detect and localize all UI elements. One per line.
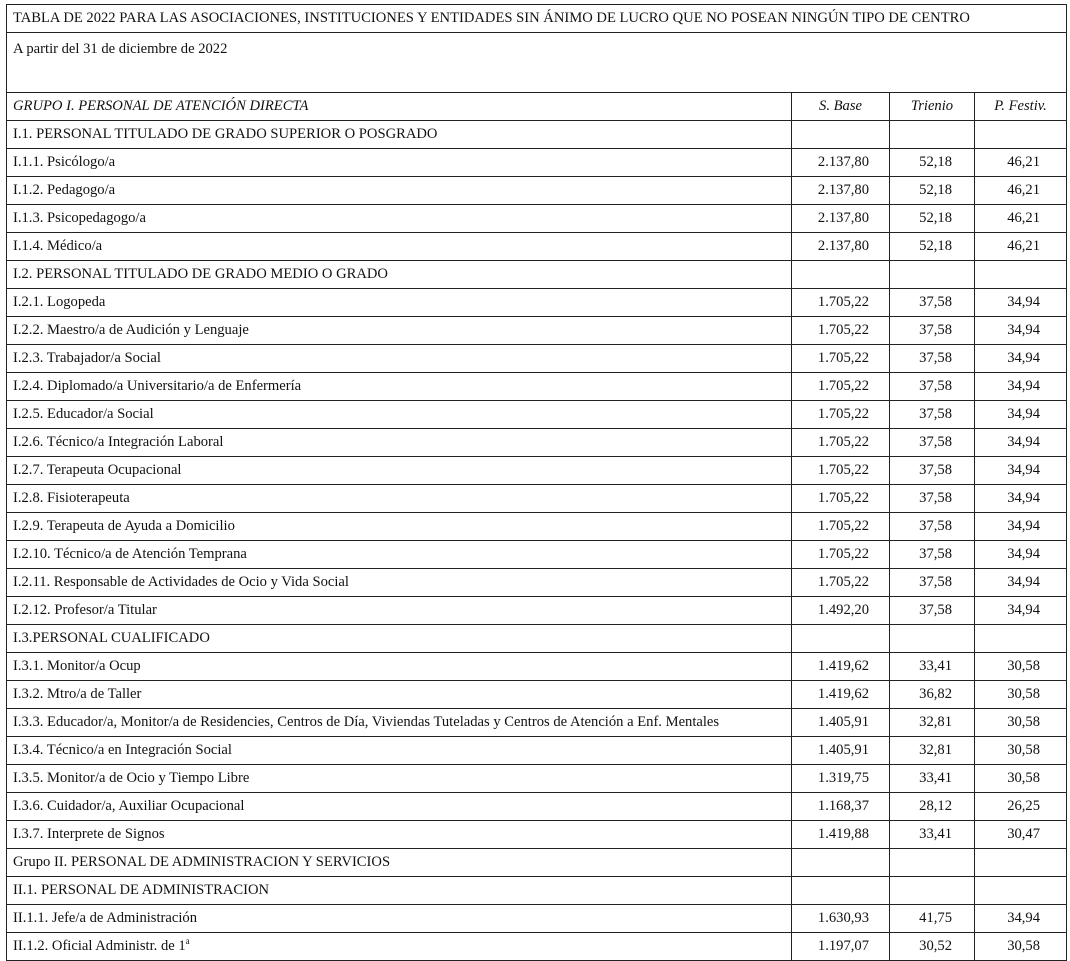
row-label-text: I.2.1. Logopeda — [13, 294, 106, 310]
cell-trienio: 37,58 — [890, 317, 975, 345]
row-label-text: I.2.9. Terapeuta de Ayuda a Domicilio — [13, 518, 235, 534]
row-label-text: I.3.6. Cuidador/a, Auxiliar Ocupacional — [13, 798, 245, 814]
cell-trienio: 37,58 — [890, 569, 975, 597]
cell-trienio: 37,58 — [890, 541, 975, 569]
cell-trienio — [890, 625, 975, 653]
row-label-text: I.2.12. Profesor/a Titular — [13, 602, 157, 618]
row-label — [7, 429, 792, 457]
cell-base-salary — [792, 261, 890, 289]
table-row — [7, 905, 1067, 933]
row-label — [7, 681, 792, 709]
cell-festive-pay: 34,94 — [975, 401, 1067, 429]
cell-base-salary: 2.137,80 — [792, 233, 890, 261]
row-label — [7, 457, 792, 485]
table-row — [7, 821, 1067, 849]
cell-festive-pay: 34,94 — [975, 569, 1067, 597]
table-row — [7, 793, 1067, 821]
cell-trienio: 37,58 — [890, 373, 975, 401]
row-label — [7, 513, 792, 541]
table-row — [7, 457, 1067, 485]
cell-trienio: 52,18 — [890, 205, 975, 233]
cell-festive-pay: 34,94 — [975, 513, 1067, 541]
row-label — [7, 737, 792, 765]
date-note-row — [7, 33, 1067, 93]
cell-base-salary: 1.168,37 — [792, 793, 890, 821]
cell-trienio: 36,82 — [890, 681, 975, 709]
header-group: GRUPO I. PERSONAL DE ATENCIÓN DIRECTA — [7, 93, 792, 121]
row-label — [7, 373, 792, 401]
table-row — [7, 401, 1067, 429]
cell-base-salary: 1.405,91 — [792, 709, 890, 737]
table-row — [7, 513, 1067, 541]
cell-festive-pay: 46,21 — [975, 177, 1067, 205]
cell-trienio: 32,81 — [890, 709, 975, 737]
row-label — [7, 233, 792, 261]
row-label-text: I.2.10. Técnico/a de Atención Temprana — [13, 546, 247, 562]
cell-base-salary: 1.319,75 — [792, 765, 890, 793]
row-label-text: Grupo II. PERSONAL DE ADMINISTRACION Y SERVICIOS — [13, 854, 391, 870]
cell-trienio: 30,52 — [890, 933, 975, 961]
cell-festive-pay: 46,21 — [975, 233, 1067, 261]
cell-base-salary: 1.419,88 — [792, 821, 890, 849]
cell-trienio — [890, 261, 975, 289]
row-label — [7, 849, 792, 877]
row-label — [7, 541, 792, 569]
row-label-text: I.1.1. Psicólogo/a — [13, 154, 116, 170]
row-label — [7, 261, 792, 289]
cell-festive-pay — [975, 849, 1067, 877]
cell-festive-pay: 34,94 — [975, 429, 1067, 457]
cell-festive-pay: 34,94 — [975, 289, 1067, 317]
cell-base-salary — [792, 849, 890, 877]
row-label — [7, 821, 792, 849]
cell-base-salary: 1.197,07 — [792, 933, 890, 961]
cell-base-salary: 1.405,91 — [792, 737, 890, 765]
row-label-text: I.2.11. Responsable de Actividades de Ocio y Vida Social — [13, 574, 349, 590]
table-row — [7, 653, 1067, 681]
table-row — [7, 429, 1067, 457]
cell-base-salary: 1.705,22 — [792, 289, 890, 317]
cell-base-salary: 2.137,80 — [792, 205, 890, 233]
row-label-text: I.3.PERSONAL CUALIFICADO — [13, 630, 210, 646]
cell-base-salary: 1.419,62 — [792, 681, 890, 709]
cell-trienio: 37,58 — [890, 457, 975, 485]
row-label-text: I.2.5. Educador/a Social — [13, 406, 154, 422]
row-label-text: I.3.4. Técnico/a en Integración Social — [13, 742, 232, 758]
cell-trienio — [890, 121, 975, 149]
cell-trienio: 41,75 — [890, 905, 975, 933]
cell-base-salary: 2.137,80 — [792, 149, 890, 177]
cell-trienio: 37,58 — [890, 401, 975, 429]
table-title: TABLA DE 2022 PARA LAS ASOCIACIONES, INSTITUCIONES Y ENTIDADES SIN ÁNIMO DE LUCRO QUE NO POSEAN NINGÚN TIPO DE CENTRO — [7, 5, 1067, 33]
table-row — [7, 849, 1067, 877]
cell-festive-pay: 30,58 — [975, 709, 1067, 737]
cell-base-salary: 1.492,20 — [792, 597, 890, 625]
cell-base-salary: 1.705,22 — [792, 429, 890, 457]
row-label — [7, 345, 792, 373]
row-label-text: II.1. PERSONAL DE ADMINISTRACION — [13, 882, 270, 898]
cell-festive-pay — [975, 121, 1067, 149]
cell-festive-pay: 30,58 — [975, 681, 1067, 709]
cell-trienio: 37,58 — [890, 289, 975, 317]
table-row — [7, 233, 1067, 261]
cell-base-salary: 1.419,62 — [792, 653, 890, 681]
row-label — [7, 317, 792, 345]
row-label-text: I.3.7. Interprete de Signos — [13, 826, 165, 842]
row-label-text: I.3.1. Monitor/a Ocup — [13, 658, 141, 674]
cell-festive-pay: 34,94 — [975, 597, 1067, 625]
cell-base-salary: 2.137,80 — [792, 177, 890, 205]
row-label-text: II.1.1. Jefe/a de Administración — [13, 910, 197, 926]
cell-trienio: 37,58 — [890, 345, 975, 373]
row-label-superscript: a — [185, 936, 190, 946]
row-label-text: II.1.2. Oficial Administr. de 1 — [13, 938, 186, 954]
row-label — [7, 485, 792, 513]
table-row — [7, 373, 1067, 401]
cell-base-salary — [792, 625, 890, 653]
cell-trienio: 33,41 — [890, 821, 975, 849]
cell-festive-pay — [975, 877, 1067, 905]
table-row — [7, 121, 1067, 149]
row-label-text: I.1.4. Médico/a — [13, 238, 103, 254]
cell-base-salary: 1.705,22 — [792, 513, 890, 541]
header-trienio: Trienio — [890, 93, 975, 121]
table-row — [7, 149, 1067, 177]
row-label — [7, 933, 792, 961]
header-base-salary: S. Base — [792, 93, 890, 121]
cell-trienio: 52,18 — [890, 177, 975, 205]
row-label — [7, 905, 792, 933]
table-row — [7, 877, 1067, 905]
row-label-text: I.3.5. Monitor/a de Ocio y Tiempo Libre — [13, 770, 250, 786]
cell-festive-pay: 34,94 — [975, 485, 1067, 513]
row-label — [7, 149, 792, 177]
row-label — [7, 401, 792, 429]
cell-base-salary: 1.705,22 — [792, 345, 890, 373]
cell-festive-pay: 34,94 — [975, 345, 1067, 373]
cell-festive-pay: 34,94 — [975, 317, 1067, 345]
cell-festive-pay: 34,94 — [975, 905, 1067, 933]
table-row — [7, 737, 1067, 765]
table-row — [7, 317, 1067, 345]
table-title-row — [7, 5, 1067, 33]
cell-trienio: 37,58 — [890, 597, 975, 625]
cell-trienio: 37,58 — [890, 429, 975, 457]
row-label — [7, 289, 792, 317]
cell-festive-pay: 34,94 — [975, 373, 1067, 401]
row-label-text: I.1. PERSONAL TITULADO DE GRADO SUPERIOR O POSGRADO — [13, 126, 438, 142]
cell-festive-pay: 34,94 — [975, 457, 1067, 485]
row-label-text: I.2.2. Maestro/a de Audición y Lenguaje — [13, 322, 249, 338]
table-row — [7, 261, 1067, 289]
table-row — [7, 569, 1067, 597]
cell-base-salary: 1.705,22 — [792, 457, 890, 485]
row-label — [7, 597, 792, 625]
row-label — [7, 121, 792, 149]
table-row — [7, 681, 1067, 709]
table-row — [7, 345, 1067, 373]
row-label — [7, 625, 792, 653]
cell-trienio: 52,18 — [890, 233, 975, 261]
row-label — [7, 177, 792, 205]
cell-trienio: 52,18 — [890, 149, 975, 177]
cell-base-salary: 1.705,22 — [792, 401, 890, 429]
table-row — [7, 625, 1067, 653]
cell-festive-pay: 46,21 — [975, 149, 1067, 177]
table-row — [7, 765, 1067, 793]
row-label-text: I.3.3. Educador/a, Monitor/a de Residencies, Centros de Día, Viviendas Tuteladas y Centros de Atención a Enf. Mentales — [13, 714, 720, 730]
cell-trienio: 33,41 — [890, 653, 975, 681]
table-row — [7, 205, 1067, 233]
cell-festive-pay — [975, 261, 1067, 289]
row-label — [7, 205, 792, 233]
salary-table-document — [6, 4, 1066, 961]
table-row — [7, 709, 1067, 737]
row-label — [7, 877, 792, 905]
cell-base-salary: 1.705,22 — [792, 569, 890, 597]
row-label-text: I.1.3. Psicopedagogo/a — [13, 210, 146, 226]
table-row — [7, 289, 1067, 317]
cell-festive-pay: 34,94 — [975, 541, 1067, 569]
table-row — [7, 597, 1067, 625]
cell-festive-pay: 30,58 — [975, 653, 1067, 681]
cell-base-salary: 1.705,22 — [792, 485, 890, 513]
header-festive-pay: P. Festiv. — [975, 93, 1067, 121]
cell-trienio: 33,41 — [890, 765, 975, 793]
cell-trienio: 32,81 — [890, 737, 975, 765]
cell-festive-pay — [975, 625, 1067, 653]
column-header-row — [7, 93, 1067, 121]
row-label-text: I.2.4. Diplomado/a Universitario/a de Enfermería — [13, 378, 302, 394]
row-label — [7, 765, 792, 793]
cell-trienio: 28,12 — [890, 793, 975, 821]
cell-trienio — [890, 877, 975, 905]
cell-base-salary — [792, 121, 890, 149]
row-label — [7, 569, 792, 597]
cell-festive-pay: 30,58 — [975, 737, 1067, 765]
cell-base-salary: 1.705,22 — [792, 541, 890, 569]
row-label-text: I.3.2. Mtro/a de Taller — [13, 686, 142, 702]
cell-festive-pay: 30,47 — [975, 821, 1067, 849]
cell-base-salary: 1.705,22 — [792, 373, 890, 401]
row-label-text: I.1.2. Pedagogo/a — [13, 182, 116, 198]
row-label-text: I.2.8. Fisioterapeuta — [13, 490, 130, 506]
row-label — [7, 653, 792, 681]
row-label-text: I.2.6. Técnico/a Integración Laboral — [13, 434, 224, 450]
row-label — [7, 793, 792, 821]
salary-table — [6, 4, 1067, 961]
row-label-text: I.2. PERSONAL TITULADO DE GRADO MEDIO O GRADO — [13, 266, 388, 282]
cell-base-salary: 1.705,22 — [792, 317, 890, 345]
cell-trienio: 37,58 — [890, 513, 975, 541]
row-label — [7, 709, 792, 737]
row-label-text: I.2.3. Trabajador/a Social — [13, 350, 161, 366]
cell-base-salary — [792, 877, 890, 905]
row-label-text: I.2.7. Terapeuta Ocupacional — [13, 462, 182, 478]
table-row — [7, 177, 1067, 205]
date-note: A partir del 31 de diciembre de 2022 — [7, 33, 1067, 93]
cell-festive-pay: 30,58 — [975, 765, 1067, 793]
cell-base-salary: 1.630,93 — [792, 905, 890, 933]
table-row — [7, 933, 1067, 961]
cell-festive-pay: 46,21 — [975, 205, 1067, 233]
cell-trienio — [890, 849, 975, 877]
cell-festive-pay: 30,58 — [975, 933, 1067, 961]
cell-festive-pay: 26,25 — [975, 793, 1067, 821]
table-row — [7, 541, 1067, 569]
cell-trienio: 37,58 — [890, 485, 975, 513]
table-row — [7, 485, 1067, 513]
